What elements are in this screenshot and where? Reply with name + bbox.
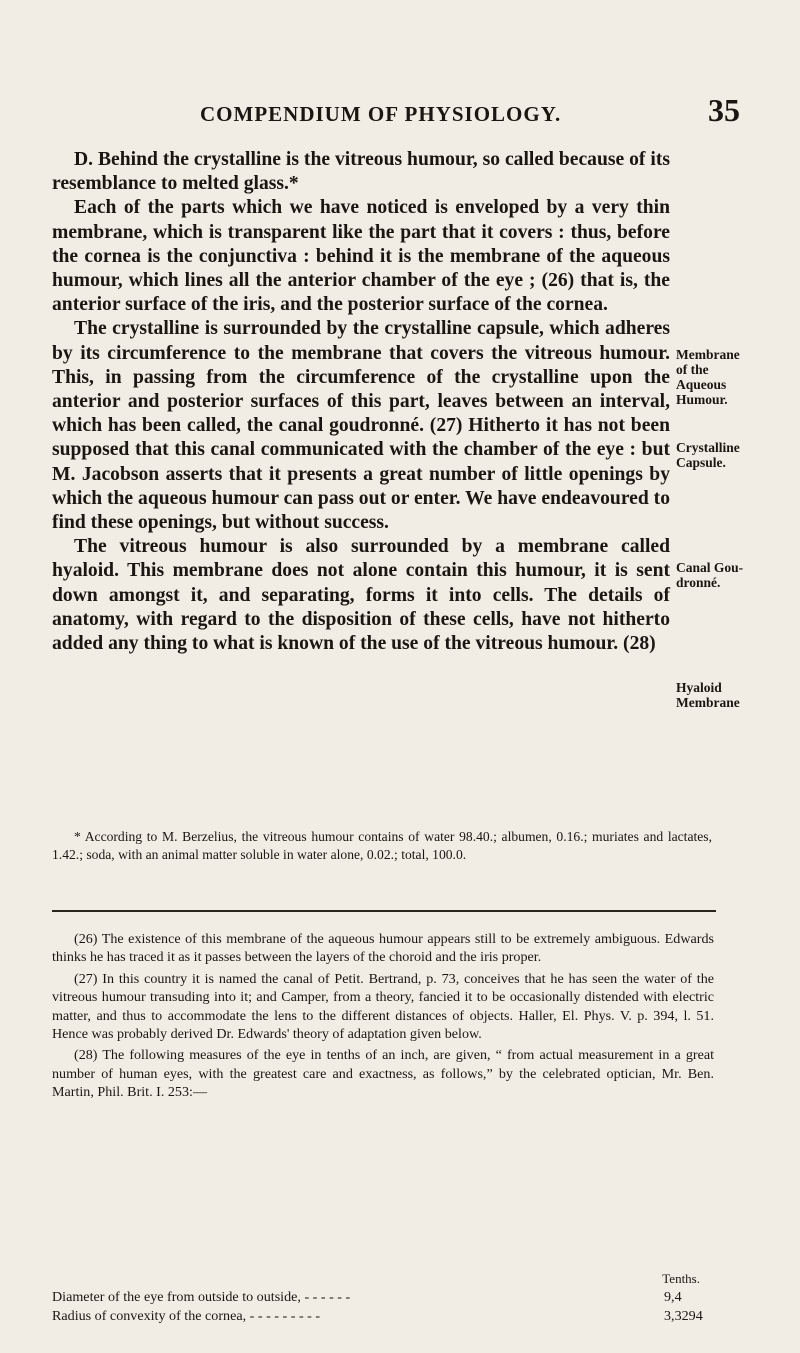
paragraph-hyaloid: The vitreous humour is also surrounded by a membrane called hyaloid. This membrane does not alone contain this humour, it is sent down amongst it, and separating, forms it into cells. The details of anatomy, with regard to the disposition of these cells, have not hitherto added any thing to what is known of the use of the vitreous humour. (28) [52,536,670,655]
measures-unit: Tenths. [662,1271,700,1286]
measures-table [52,1270,714,1325]
footnote-berzelius: * According to M. Berzelius, the vitreous humour contains of water 98.40.; albumen, 0.16.; muriates and lactates, 1.42.; soda, with an animal matter soluble in water alone, 0.02.; total, 100.0. [52,829,712,862]
footnote-divider [52,910,716,912]
main-text [52,148,670,656]
side-note-hyaloid-membrane: Hyaloid Membrane [676,680,740,710]
side-note-membrane-aqueous: Membrane of the Aqueous Humour. [676,347,740,407]
page-number: 35 [708,92,740,128]
measure-label: Diameter of the eye from outside to outside, - - - - - - [52,1289,351,1306]
note-26: (26) The existence of this membrane of the aqueous humour appears still to be extremely ambiguous. Edwards thinks he has traced it as it passes between the layers of the choroid and the iris proper. [52,931,714,966]
side-note-crystalline-capsule: Crystalline Capsule. [676,440,740,470]
measure-label: Radius of convexity of the cornea, - - - - - - - - - [52,1307,321,1324]
paragraph-membranes: Each of the parts which we have noticed is enveloped by a very thin membrane, which is transparent like the part that it covers : thus, before the cornea is the conjunctiva : behind it is the membrane of the aqueous humour, which lines all the anterior chamber of the eye ; (26) that is, the anterior surface of the iris, and the posterior surface of the cornea. [52,197,670,316]
measure-row [52,1307,714,1325]
note-28: (28) The following measures of the eye in tenths of an inch, are given, “ from actual measurement in a great number of human eyes, with the greatest care and exactness, as follows,” by the celebrated optician, Mr. Ben. Martin, Phil. Brit. I. 253:— [52,1047,714,1101]
paragraph-capsule: The crystalline is surrounded by the crystalline capsule, which adheres by its circumference to the membrane that covers the vitreous humour. This, in passing from the circumference of the crystalline upon the anterior and posterior surfaces of this part, leaves between an interval, which has been called, the canal goudronné. (27) Hitherto it has not been supposed that this canal communicated with the chamber of the eye : but M. Jacobson asserts that it presents a great number of little openings by which the aqueous humour can pass out or enter. We have endeavoured to find these openings, but without success. [52,318,670,534]
measure-row [52,1288,714,1306]
endnotes [52,930,714,1105]
side-note-canal-goudronne: Canal Gou- dronné. [676,560,744,590]
measure-value: 9,4 [664,1289,682,1306]
paragraph-vitreous: D. Behind the crystalline is the vitreous humour, so called because of its resemblance to melted glass.* [52,149,670,195]
running-title: COMPENDIUM OF PHYSIOLOGY. [200,102,562,126]
measure-value: 3,3294 [664,1307,703,1324]
page-header [40,90,740,130]
note-27: (27) In this country it is named the canal of Petit. Bertrand, p. 73, conceives that he has seen the water of the vitreous humour transuding into it; and Camper, from a theory, fancied it to be occasionally distended with electric matter, and thus to accommodate the lens to the different distances of objects. Haller, El. Phys. V. p. 394, l. 51. Hence was probably derived Dr. Edwards' theory of adaptation given below. [52,970,714,1043]
